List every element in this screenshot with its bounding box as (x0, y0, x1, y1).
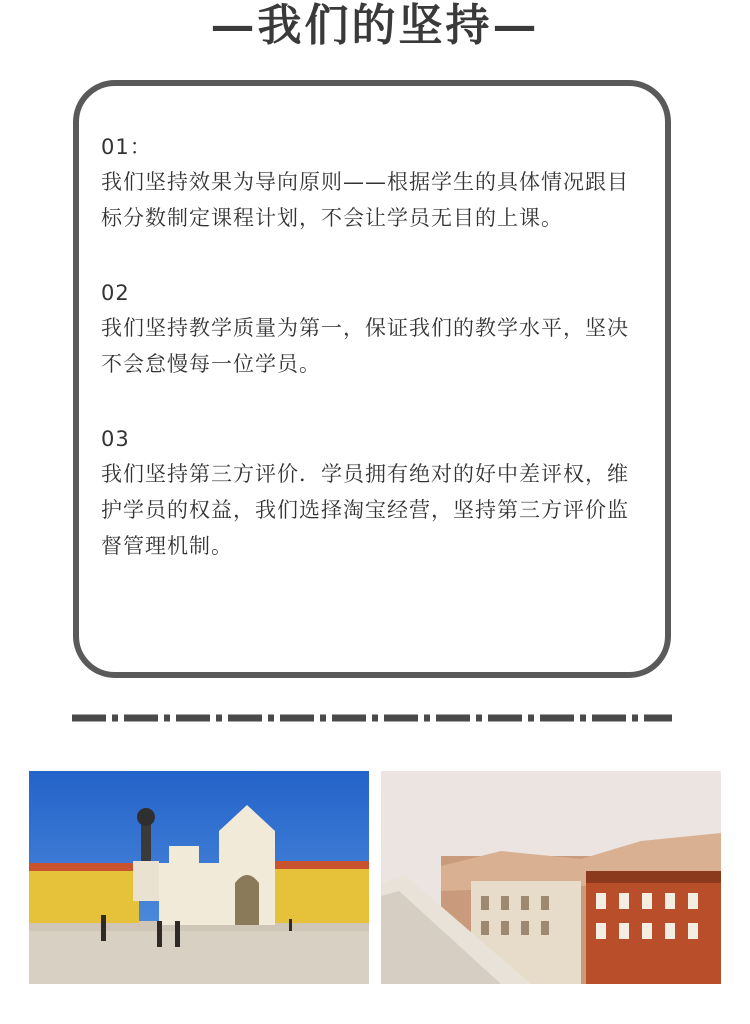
item-number: 01： (101, 135, 152, 159)
commitment-item-1 (101, 130, 641, 236)
commitment-item-2 (101, 276, 641, 382)
dashed-divider (72, 714, 672, 722)
photo-city-rooftops (381, 771, 721, 984)
commitment-card (73, 80, 671, 678)
item-text: 我们坚持第三方评价．学员拥有绝对的好中差评权，维护学员的权益，我们选择淘宝经营，坚持第三方评价监督管理机制。 (101, 462, 629, 558)
item-text: 我们坚持教学质量为第一，保证我们的教学水平，坚决不会怠慢每一位学员。 (101, 316, 629, 376)
commitment-list (101, 130, 641, 604)
item-number: 03 (101, 427, 130, 451)
photo-square-arch (29, 771, 369, 984)
commitment-item-3 (101, 422, 641, 564)
item-number: 02 (101, 281, 130, 305)
page-title: —我们的坚持— (210, 0, 540, 51)
item-text: 我们坚持效果为导向原则——根据学生的具体情况跟目标分数制定课程计划，不会让学员无目的上课。 (101, 170, 629, 230)
